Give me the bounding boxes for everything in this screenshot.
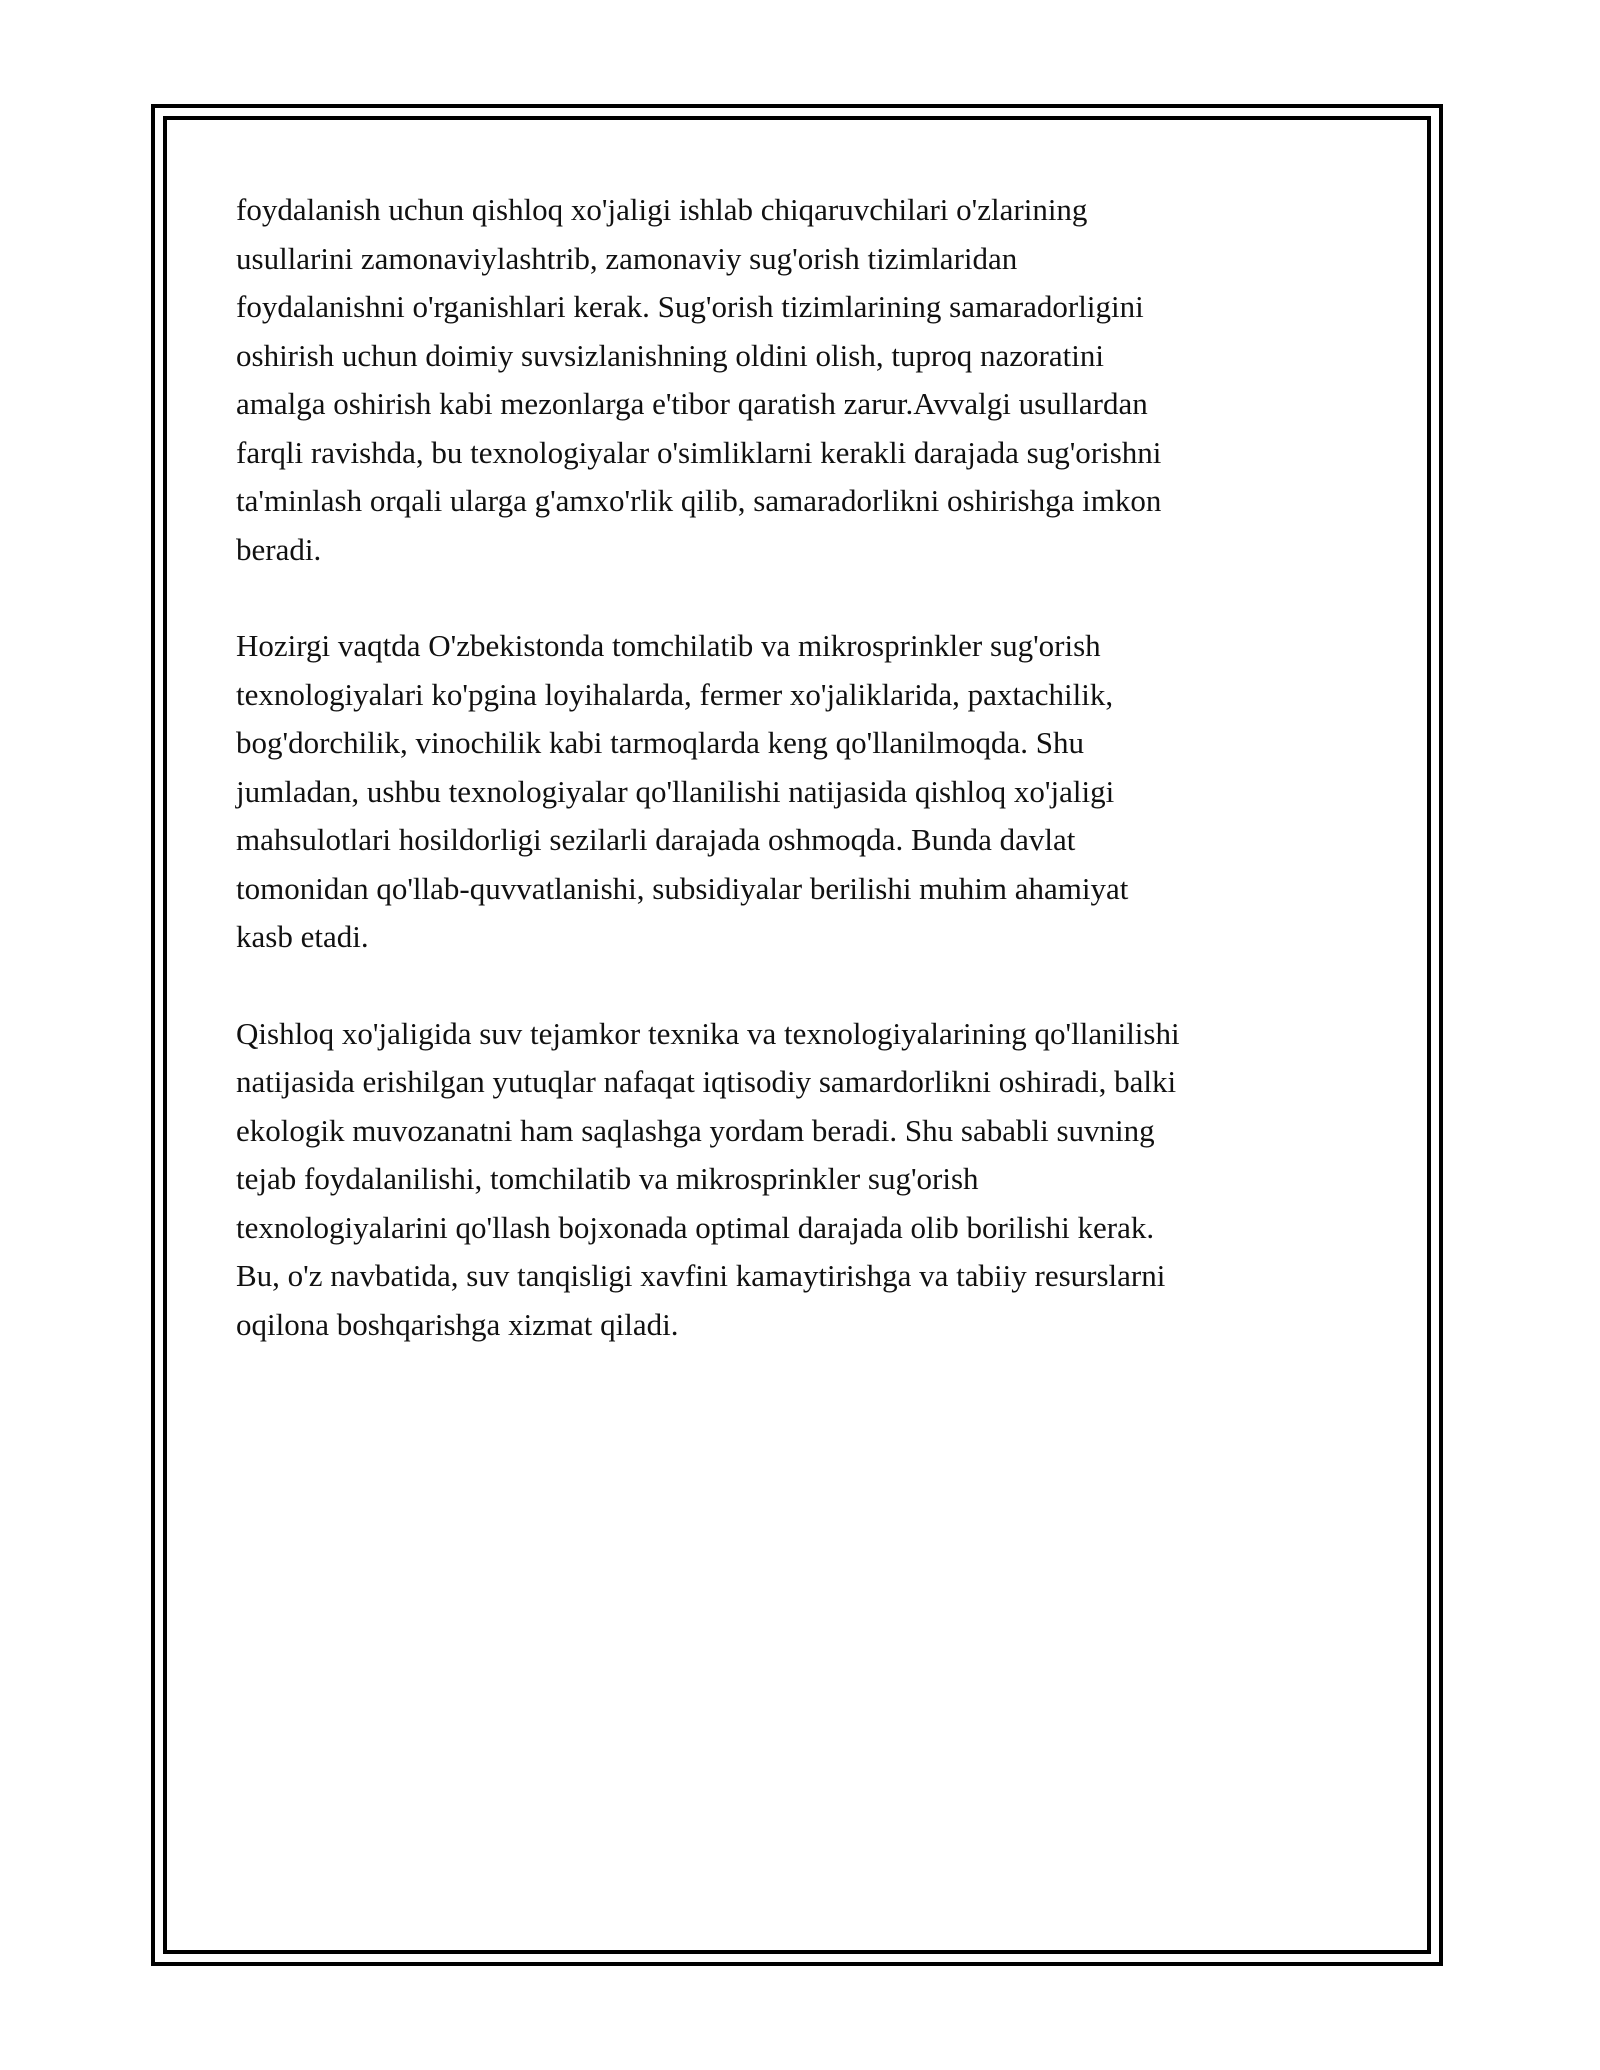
document-body	[236, 186, 1366, 1397]
paragraph-1: foydalanish uchun qishloq xo'jaligi ishlab chiqaruvchilari o'zlarining usullarini zamonaviylashtrib, zamonaviy sug'orish tizimlaridan foydalanishni o'rganishlari kerak. Sug'orish tizimlarining samaradorligini oshirish uchun doimiy suvsizlanishning oldini olish, tuproq nazoratini amalga oshirish kabi mezonlarga e'tibor qaratish zarur.Avvalgi usullardan farqli ravishda, bu texnologiyalar o'simliklarni kerakli darajada sug'orishni ta'minlash orqali ularga g'amxo'rlik qilib, samaradorlikni oshirishga imkon beradi.	[236, 192, 1162, 567]
paragraph-2: Hozirgi vaqtda O'zbekistonda tomchilatib va mikrosprinkler sug'orish texnologiyalari ko'pgina loyihalarda, fermer xo'jaliklarida, paxtachilik, bog'dorchilik, vinochilik kabi tarmoqlarda keng qo'llanilmoqda. Shu jumladan, ushbu texnologiyalar qo'llanilishi natijasida qishloq xo'jaligi mahsulotlari hosildorligi sezilarli darajada oshmoqda. Bunda davlat tomonidan qo'llab-quvvatlanishi, subsidiyalar berilishi muhim ahamiyat kasb etadi.	[236, 628, 1129, 954]
paragraph-3: Qishloq xo'jaligida suv tejamkor texnika va texnologiyalarining qo'llanilishi natijasida erishilgan yutuqlar nafaqat iqtisodiy samardorlikni oshiradi, balki ekologik muvozanatni ham saqlashga yordam beradi. Shu sababli suvning tejab foydalanilishi, tomchilatib va mikrosprinkler sug'orish texnologiyalarini qo'llash bojxonada optimal darajada olib borilishi kerak. Bu, o'z navbatida, suv tanqisligi xavfini kamaytirishga va tabiiy resurslarni oqilona boshqarishga xizmat qiladi.	[236, 1015, 1180, 1342]
